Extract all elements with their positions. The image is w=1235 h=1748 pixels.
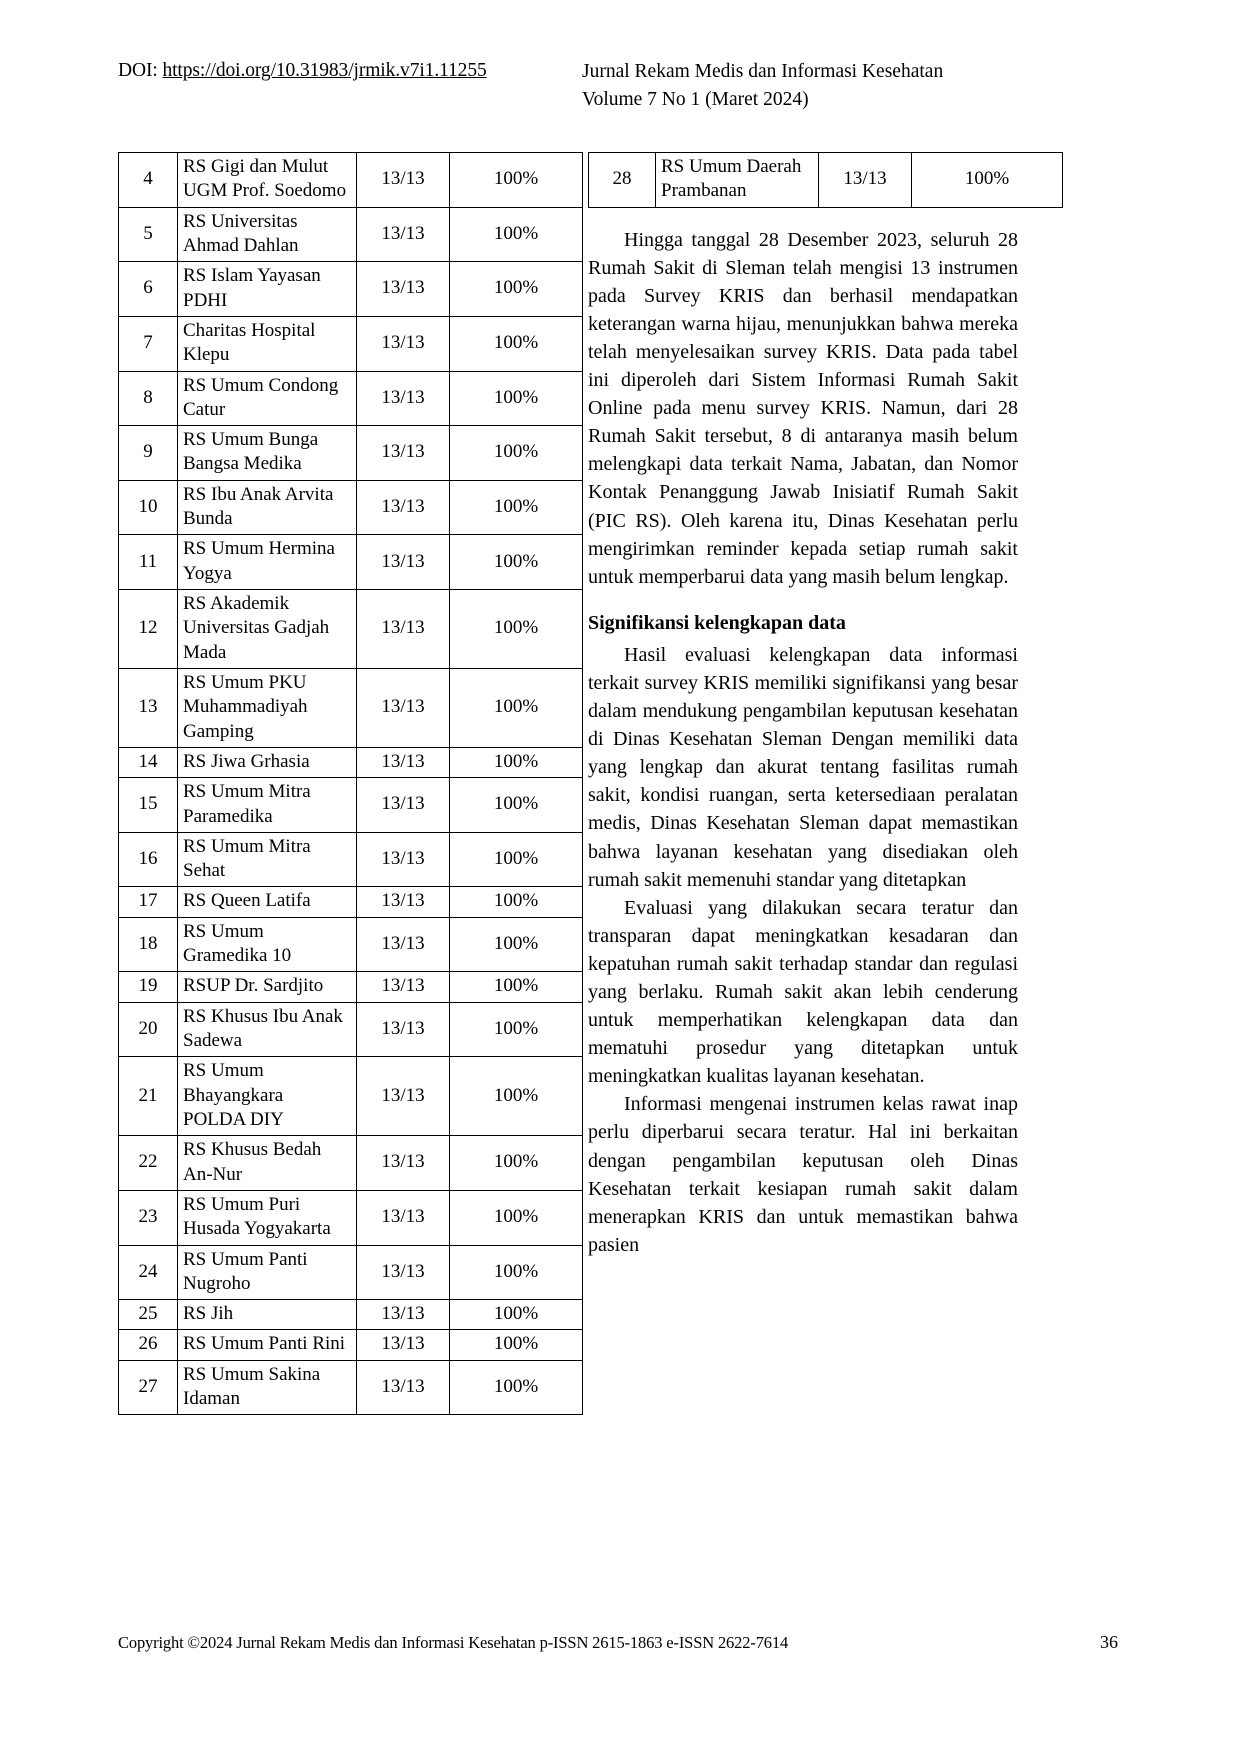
page-footer xyxy=(118,1632,1118,1653)
cell-name: RS Jiwa Grhasia xyxy=(178,747,357,777)
cell-value: 13/13 xyxy=(357,747,450,777)
cell-name: RS Umum Mitra Sehat xyxy=(178,832,357,887)
table-row xyxy=(119,426,583,481)
table-row xyxy=(119,747,583,777)
table-row xyxy=(119,1190,583,1245)
table-row xyxy=(119,1002,583,1057)
table-row xyxy=(119,262,583,317)
cell-no: 6 xyxy=(119,262,178,317)
cell-name: RS Universitas Ahmad Dahlan xyxy=(178,207,357,262)
cell-value: 13/13 xyxy=(357,590,450,669)
cell-name: RS Umum Gramedika 10 xyxy=(178,917,357,972)
cell-percent: 100% xyxy=(450,832,583,887)
cell-name: RS Umum Panti Rini xyxy=(178,1330,357,1360)
table-row xyxy=(119,535,583,590)
cell-name: RS Umum Sakina Idaman xyxy=(178,1360,357,1415)
table-row xyxy=(119,972,583,1002)
copyright-note: Copyright ©2024 Jurnal Rekam Medis dan Informasi Kesehatan p-ISSN 2615-1863 e-ISSN 2622-7614 xyxy=(118,1633,789,1652)
table-row xyxy=(119,1300,583,1330)
cell-name: RS Umum Puri Husada Yogyakarta xyxy=(178,1190,357,1245)
cell-name: RS Umum PKU Muhammadiyah Gamping xyxy=(178,668,357,747)
cell-value: 13/13 xyxy=(357,1136,450,1191)
cell-no: 19 xyxy=(119,972,178,1002)
section-heading-signifikansi: Signifikansi kelengkapan data xyxy=(588,611,846,634)
cell-no: 23 xyxy=(119,1190,178,1245)
cell-percent: 100% xyxy=(450,262,583,317)
cell-value: 13/13 xyxy=(357,371,450,426)
table-row xyxy=(119,1360,583,1415)
cell-value: 13/13 xyxy=(357,207,450,262)
cell-value: 13/13 xyxy=(357,426,450,481)
doi-label: DOI: xyxy=(118,60,163,81)
cell-no: 11 xyxy=(119,535,178,590)
cell-no: 4 xyxy=(119,153,178,208)
cell-percent: 100% xyxy=(450,153,583,208)
cell-percent: 100% xyxy=(450,1002,583,1057)
table-row xyxy=(589,153,1063,208)
cell-percent: 100% xyxy=(450,1057,583,1136)
cell-value: 13/13 xyxy=(357,1360,450,1415)
cell-value: 13/13 xyxy=(357,1002,450,1057)
table-row xyxy=(119,887,583,917)
table-row xyxy=(119,917,583,972)
cell-percent: 100% xyxy=(450,1300,583,1330)
table-row xyxy=(119,1245,583,1300)
left-column xyxy=(118,152,538,1415)
cell-name: RS Queen Latifa xyxy=(178,887,357,917)
cell-name: RS Ibu Anak Arvita Bunda xyxy=(178,480,357,535)
cell-percent: 100% xyxy=(450,1136,583,1191)
paragraph-hasil-evaluasi: Hasil evaluasi kelengkapan data informasi terkait survey KRIS memiliki signifikansi yang besar dalam mendukung pengambilan keputusan kesehatan di Dinas Kesehatan Sleman Dengan memiliki data yang lengkap dan akurat tentang fasilitas rumah sakit, kondisi ruangan, serta ketersediaan peralatan medis, Dinas Kesehatan Sleman dapat memastikan bahwa layanan kesehatan yang disediakan oleh rumah sakit memenuhi standar yang ditetapkan xyxy=(588,643,1018,891)
cell-value: 13/13 xyxy=(357,153,450,208)
cell-name: Charitas Hospital Klepu xyxy=(178,316,357,371)
cell-no: 24 xyxy=(119,1245,178,1300)
right-column xyxy=(588,152,1018,1259)
cell-no: 14 xyxy=(119,747,178,777)
cell-no: 26 xyxy=(119,1330,178,1360)
cell-no: 8 xyxy=(119,371,178,426)
cell-percent: 100% xyxy=(450,1245,583,1300)
cell-no: 10 xyxy=(119,480,178,535)
paragraph-hingga-tanggal: Hingga tanggal 28 Desember 2023, seluruh 28 Rumah Sakit di Sleman telah mengisi 13 instrumen pada Survey KRIS dan berhasil mendapatkan keterangan warna hijau, menunjukkan bahwa mereka telah menyelesaikan survey KRIS. Data pada tabel ini diperoleh dari Sistem Informasi Rumah Sakit Online pada menu survey KRIS. Namun, dari 28 Rumah Sakit tersebut, 8 di antaranya masih belum melengkapi data terkait Nama, Jabatan, dan Nomor Kontak Penanggung Jawab Inisiatif Rumah Sakit (PIC RS). Oleh karena itu, Dinas Kesehatan perlu mengirimkan reminder kepada setiap rumah sakit untuk memperbarui data yang masih belum lengkap. xyxy=(588,228,1018,588)
cell-percent: 100% xyxy=(450,1330,583,1360)
cell-no: 7 xyxy=(119,316,178,371)
hospital-table-left xyxy=(118,152,583,1415)
cell-value: 13/13 xyxy=(357,316,450,371)
cell-value: 13/13 xyxy=(357,1190,450,1245)
cell-value: 13/13 xyxy=(819,153,912,208)
cell-percent: 100% xyxy=(450,668,583,747)
paragraph-evaluasi-teratur: Evaluasi yang dilakukan secara teratur dan transparan dapat meningkatkan kesadaran dan kepatuhan rumah sakit terhadap standar dan regulasi yang berlaku. Rumah sakit akan lebih cenderung untuk memperhatikan kelengkapan data dan mematuhi prosedur yang ditetapkan untuk meningkatkan kualitas layanan kesehatan. xyxy=(588,896,1018,1088)
cell-percent: 100% xyxy=(450,887,583,917)
cell-no: 15 xyxy=(119,778,178,833)
table-row xyxy=(119,480,583,535)
journal-title: Jurnal Rekam Medis dan Informasi Kesehatan xyxy=(582,61,944,82)
cell-percent: 100% xyxy=(450,1190,583,1245)
cell-percent: 100% xyxy=(450,972,583,1002)
cell-value: 13/13 xyxy=(357,535,450,590)
body-columns xyxy=(118,152,1118,1452)
page-number: 36 xyxy=(1100,1632,1118,1652)
cell-no: 17 xyxy=(119,887,178,917)
page-header xyxy=(118,58,1118,113)
cell-value: 13/13 xyxy=(357,668,450,747)
cell-no: 20 xyxy=(119,1002,178,1057)
cell-value: 13/13 xyxy=(357,972,450,1002)
table-row xyxy=(119,832,583,887)
cell-name: RS Umum Daerah Prambanan xyxy=(656,153,819,208)
cell-percent: 100% xyxy=(450,371,583,426)
cell-no: 25 xyxy=(119,1300,178,1330)
cell-percent: 100% xyxy=(450,426,583,481)
cell-name: RS Umum Bunga Bangsa Medika xyxy=(178,426,357,481)
journal-volume: Volume 7 No 1 (Maret 2024) xyxy=(582,88,809,110)
cell-value: 13/13 xyxy=(357,262,450,317)
cell-percent: 100% xyxy=(450,778,583,833)
cell-value: 13/13 xyxy=(357,1300,450,1330)
table-row xyxy=(119,778,583,833)
cell-percent: 100% xyxy=(450,316,583,371)
cell-name: RS Umum Condong Catur xyxy=(178,371,357,426)
cell-no: 22 xyxy=(119,1136,178,1191)
table-row xyxy=(119,1136,583,1191)
cell-value: 13/13 xyxy=(357,480,450,535)
cell-percent: 100% xyxy=(450,1360,583,1415)
cell-name: RS Akademik Universitas Gadjah Mada xyxy=(178,590,357,669)
cell-name: RS Umum Hermina Yogya xyxy=(178,535,357,590)
cell-no: 27 xyxy=(119,1360,178,1415)
cell-name: RS Islam Yayasan PDHI xyxy=(178,262,357,317)
cell-percent: 100% xyxy=(450,480,583,535)
paragraph-informasi-instrumen: Informasi mengenai instrumen kelas rawat inap perlu diperbarui secara teratur. Hal ini berkaitan dengan pengambilan keputusan oleh Dinas Kesehatan terkait kesiapan rumah sakit dalam menerapkan KRIS dan untuk memastikan bahwa pasien xyxy=(588,1093,1018,1256)
table-row xyxy=(119,207,583,262)
cell-name: RS Khusus Bedah An-Nur xyxy=(178,1136,357,1191)
cell-name: RS Umum Bhayangkara POLDA DIY xyxy=(178,1057,357,1136)
journal-info xyxy=(578,58,1118,113)
table-row xyxy=(119,590,583,669)
cell-name: RS Gigi dan Mulut UGM Prof. Soedomo xyxy=(178,153,357,208)
cell-no: 5 xyxy=(119,207,178,262)
cell-percent: 100% xyxy=(450,747,583,777)
cell-value: 13/13 xyxy=(357,1057,450,1136)
doi-block xyxy=(118,58,578,84)
cell-no: 18 xyxy=(119,917,178,972)
cell-no: 12 xyxy=(119,590,178,669)
cell-name: RS Umum Panti Nugroho xyxy=(178,1245,357,1300)
table-row xyxy=(119,316,583,371)
cell-percent: 100% xyxy=(912,153,1063,208)
doi-link[interactable]: https://doi.org/10.31983/jrmik.v7i1.11255 xyxy=(162,60,487,81)
table-row xyxy=(119,668,583,747)
cell-percent: 100% xyxy=(450,590,583,669)
cell-value: 13/13 xyxy=(357,1330,450,1360)
table-row xyxy=(119,1330,583,1360)
table-row xyxy=(119,1057,583,1136)
table-row xyxy=(119,153,583,208)
table-body xyxy=(589,153,1063,208)
cell-percent: 100% xyxy=(450,207,583,262)
cell-name: RS Khusus Ibu Anak Sadewa xyxy=(178,1002,357,1057)
hospital-table-right xyxy=(588,152,1063,208)
cell-name: RSUP Dr. Sardjito xyxy=(178,972,357,1002)
cell-value: 13/13 xyxy=(357,832,450,887)
table-row xyxy=(119,371,583,426)
cell-name: RS Jih xyxy=(178,1300,357,1330)
cell-percent: 100% xyxy=(450,535,583,590)
cell-value: 13/13 xyxy=(357,1245,450,1300)
cell-no: 16 xyxy=(119,832,178,887)
table-body xyxy=(119,153,583,1415)
cell-no: 9 xyxy=(119,426,178,481)
cell-no: 13 xyxy=(119,668,178,747)
cell-percent: 100% xyxy=(450,917,583,972)
cell-name: RS Umum Mitra Paramedika xyxy=(178,778,357,833)
cell-value: 13/13 xyxy=(357,887,450,917)
cell-no: 21 xyxy=(119,1057,178,1136)
cell-value: 13/13 xyxy=(357,917,450,972)
cell-no: 28 xyxy=(589,153,656,208)
cell-value: 13/13 xyxy=(357,778,450,833)
